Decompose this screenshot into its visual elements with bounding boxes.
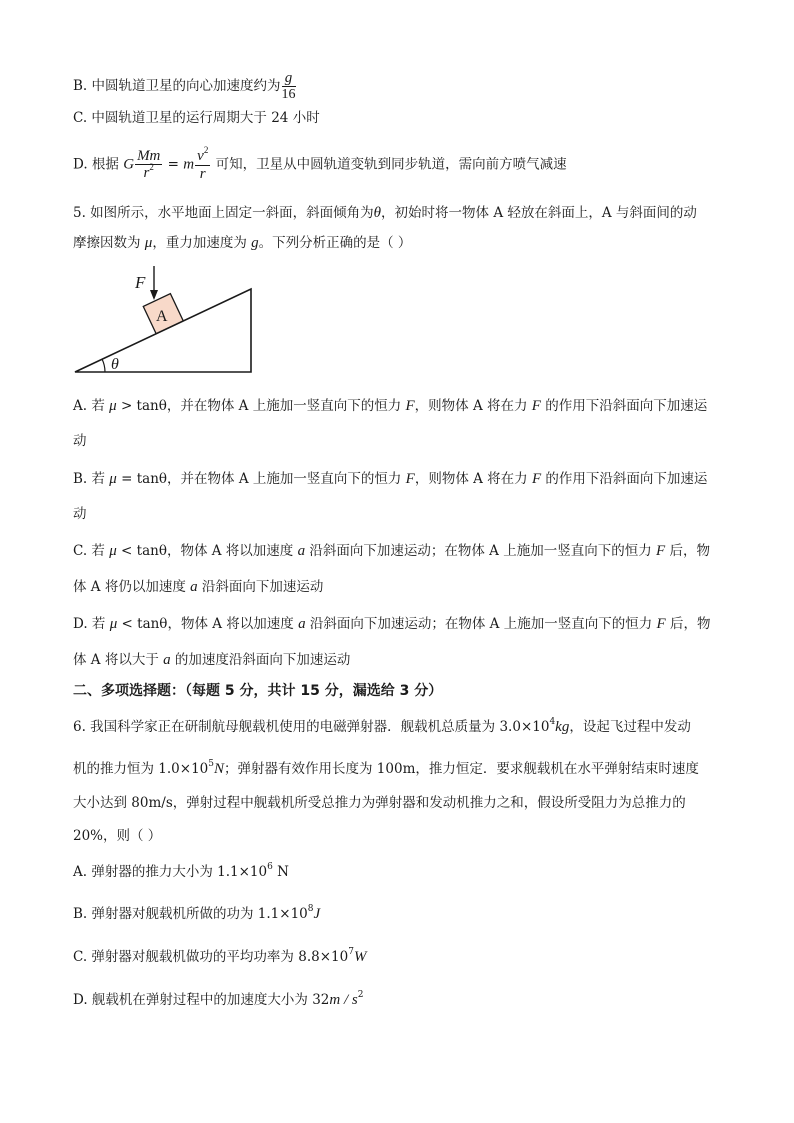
q6-stem-line4: 20%，则（ ） (73, 828, 162, 844)
angle-arc (102, 359, 105, 372)
fraction-g-over-16: $\frac{g}{16}$ (281, 70, 296, 102)
q6-stem-line3: 大小达到 80m/s，弹射过程中舰载机所受总推力为弹射器和发动机推力之和，假设所受阻力为总推力的 (73, 795, 686, 811)
q6-stem-line1: 6. 我国科学家正在研制航母舰载机使用的电磁弹射器．舰载机总质量为 $3.0\times 10^4kg$，设起飞过程中发动 (73, 717, 691, 735)
q5-option-c-line2: 体 A 将仍以加速度 a 沿斜面向下加速运动 (73, 579, 324, 595)
q5-option-a-line1: A. 若 μ > tanθ，并在物体 A 上施加一竖直向下的恒力 F，则物体 A 将在力 F 的作用下沿斜面向下加速运 (73, 398, 708, 414)
q5-option-a-line2: 动 (73, 433, 87, 449)
q6-option-d: D. 舰载机在弹射过程中的加速度大小为 $32m / s^2$ (73, 990, 364, 1008)
section-2-heading: 二、多项选择题：（每题 5 分，共计 15 分，漏选给 3 分） (73, 683, 443, 699)
incline-figure (60, 262, 270, 377)
q6-option-a: A. 弹射器的推力大小为 $1.1\times 10^6$ N (73, 862, 289, 880)
force-arrow-head (150, 290, 158, 300)
q5-option-b-line1: B. 若 μ = tanθ，并在物体 A 上施加一竖直向下的恒力 F，则物体 A 将在力 F 的作用下沿斜面向下加速运 (73, 471, 708, 487)
angle-label: θ (111, 356, 119, 373)
force-label: F (135, 273, 146, 292)
q5-option-d-line1: D. 若 μ < tanθ，物体 A 将以加速度 a 沿斜面向下加速运动；在物体 A 上施加一竖直向下的恒力 F 后，物 (73, 616, 711, 632)
q4-option-b: B. 中圆轨道卫星的向心加速度约为 $\frac{g}{16}$ (73, 70, 296, 102)
q5-stem-line1: 5. 如图所示，水平地面上固定一斜面，斜面倾角为θ，初始时将一物体 A 轻放在斜面上，A 与斜面间的动 (73, 205, 697, 221)
q4-option-d: D. 根据 G $\frac{Mm}{r^2}$ = m $\frac{v^2}{r}$ 可知，卫星从中圆轨道变轨到同步轨道，需向前方喷气减速 (73, 145, 567, 182)
q6-option-b: B. 弹射器对舰载机所做的功为 $1.1\times 10^8J$ (73, 904, 321, 922)
q5-stem-line2: 摩擦因数为 μ，重力加速度为 g。下列分析正确的是（ ） (73, 235, 412, 251)
q6-stem-line2: 机的推力恒为 $1.0\times 10^5N$；弹射器有效作用长度为 100m，推力恒定．要求舰载机在水平弹射结束时速度 (73, 759, 699, 777)
q5-option-b-line2: 动 (73, 506, 87, 522)
q5-option-d-line2: 体 A 将以大于 a 的加速度沿斜面向下加速运动 (73, 652, 351, 668)
q5-option-c-line1: C. 若 μ < tanθ，物体 A 将以加速度 a 沿斜面向下加速运动；在物体 A 上施加一竖直向下的恒力 F 后，物 (73, 543, 710, 559)
fraction-mm-over-r2: $\frac{Mm}{r^2}$ (137, 148, 161, 181)
fraction-v2-over-r: $\frac{v^2}{r}$ (197, 145, 209, 182)
block-label: A (156, 308, 168, 325)
q4-option-c: C. 中圆轨道卫星的运行周期大于 24 小时 (73, 110, 320, 126)
q6-option-c: C. 弹射器对舰载机做功的平均功率为 $8.8\times 10^7W$ (73, 947, 367, 965)
